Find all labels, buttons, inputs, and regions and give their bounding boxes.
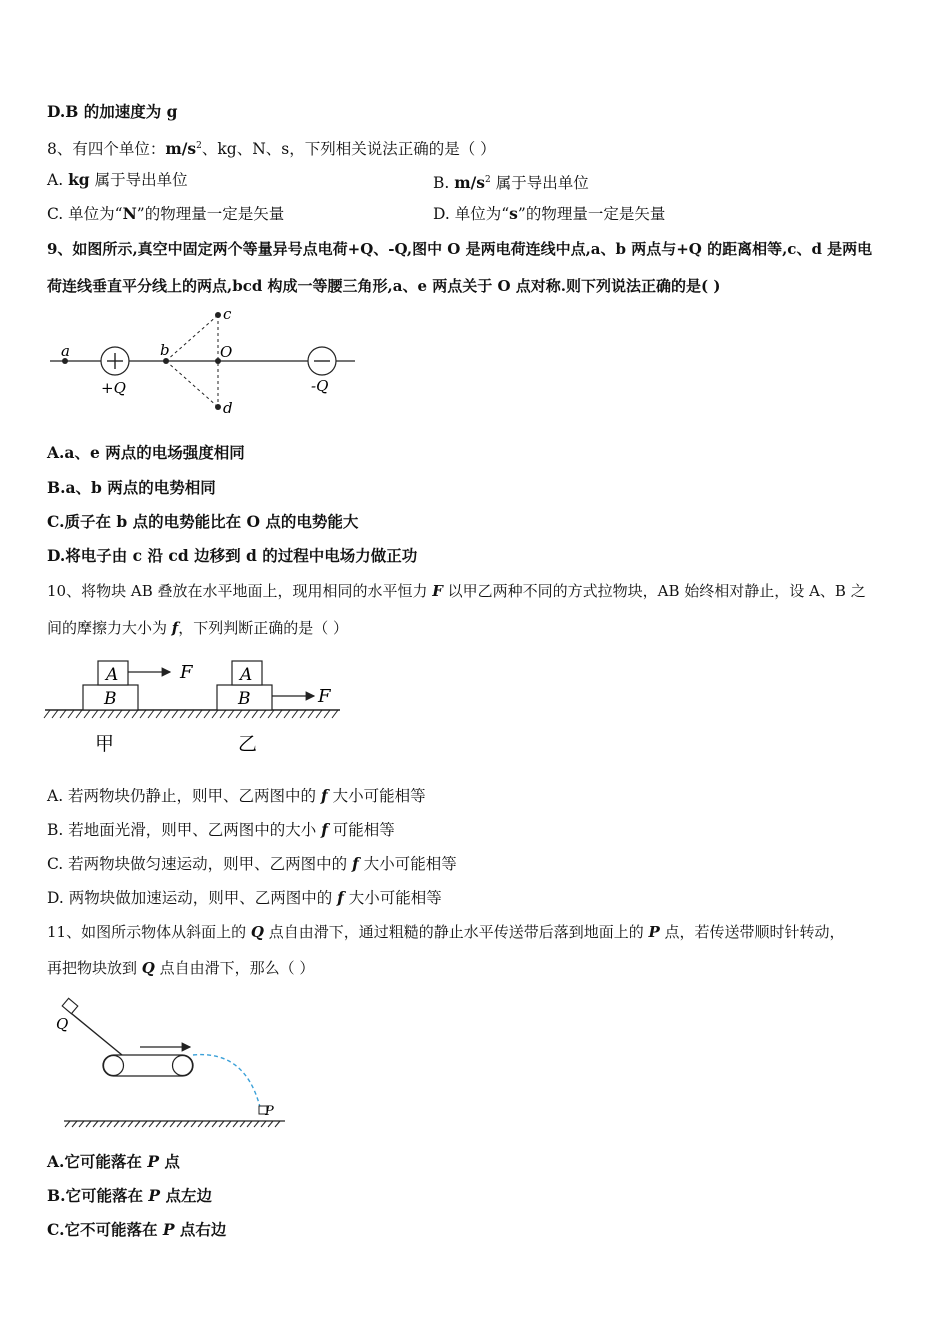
point-d <box>215 404 221 410</box>
q8-option-a: A. kg 属于导出单位 <box>47 170 188 189</box>
label-q: Q <box>56 1015 69 1033</box>
label-b: b <box>160 341 170 359</box>
q10-option-d: D. 两物块做加速运动，则甲、乙两图中的 f 大小可能相等 <box>47 888 442 907</box>
q10-stem-line1: 10、将物块 AB 叠放在水平地面上，现用相同的水平恒力 F 以甲乙两种不同的方式拉物块，AB 始终相对静止，设 A、B 之 <box>47 582 866 600</box>
q9-stem-line1: 9、如图所示,真空中固定两个等量异号点电荷+Q、-Q,图中 O 是两电荷连线中点,a、b 两点与+Q 的距离相等,c、d 是两电 <box>47 240 873 258</box>
q9-option-d: D.将电子由 c 沿 cd 边移到 d 的过程中电场力做正功 <box>47 546 418 565</box>
jia-label-a: A <box>106 665 119 685</box>
yi-label: 乙 <box>238 733 258 755</box>
q8-option-d: D. 单位为“s”的物理量一定是矢量 <box>433 204 666 223</box>
jia-label: 甲 <box>95 733 115 755</box>
q11-option-b: B.它可能落在 P 点左边 <box>47 1186 212 1205</box>
q9-charge-diagram <box>45 305 365 420</box>
q10-option-c: C. 若两物块做匀速运动，则甲、乙两图中的 f 大小可能相等 <box>47 854 457 873</box>
ground-hatching <box>65 1121 280 1127</box>
q10-option-a: A. 若两物块仍静止，则甲、乙两图中的 f 大小可能相等 <box>47 786 426 805</box>
q8-option-c: C. 单位为“N”的物理量一定是矢量 <box>47 204 285 223</box>
label-a: a <box>61 342 70 360</box>
label-o: O <box>220 343 233 361</box>
label-d: d <box>223 399 233 417</box>
yi-label-f: F <box>318 686 331 707</box>
jia-label-b: B <box>104 689 117 709</box>
q8-stem: 8、有四个单位：$m/s^2$、kg、N、s，下列相关说法正确的是（ ） <box>47 139 496 159</box>
q11-option-c: C.它不可能落在 P 点右边 <box>47 1220 227 1239</box>
block-at-q <box>62 998 78 1013</box>
q10-stem-line2: 间的摩擦力大小为 f，下列判断正确的是（ ） <box>47 619 349 637</box>
segment-bc <box>166 315 218 361</box>
q11-stem-line2: 再把物块放到 Q 点自由滑下，那么（ ） <box>47 959 315 977</box>
q9-option-a: A.a、e 两点的电场强度相同 <box>47 443 245 462</box>
q11-conveyor-diagram <box>50 995 295 1135</box>
q11-stem-line1: 11、如图所示物体从斜面上的 Q 点自由滑下，通过粗糙的静止水平传送带后落到地面上的 P 点，若传送带顺时针转动， <box>47 923 845 941</box>
q11-option-a: A.它可能落在 P 点 <box>47 1152 180 1171</box>
incline <box>66 1009 122 1055</box>
point-c <box>215 312 221 318</box>
label-c: c <box>223 305 232 323</box>
jia-label-f: F <box>180 662 193 683</box>
conveyor-belt <box>103 1055 193 1076</box>
q9-option-b: B.a、b 两点的电势相同 <box>47 478 216 497</box>
q10-blocks-diagram <box>40 652 350 762</box>
q8-option-b: B. $m/s^2$ 属于导出单位 <box>433 173 589 193</box>
segment-bd <box>166 361 218 407</box>
ground-hatching <box>44 710 338 718</box>
label-p: P <box>265 1104 274 1119</box>
trajectory-curve <box>193 1055 260 1107</box>
label-plus-q: +Q <box>101 379 126 397</box>
q9-option-c: C.质子在 b 点的电势能比在 O 点的电势能大 <box>47 512 359 531</box>
q7-option-d: D.B 的加速度为 g <box>47 102 178 121</box>
yi-label-a: A <box>240 665 253 685</box>
label-minus-q: -Q <box>311 377 329 395</box>
yi-label-b: B <box>238 689 251 709</box>
q10-option-b: B. 若地面光滑，则甲、乙两图中的大小 f 可能相等 <box>47 820 395 839</box>
q9-stem-line2: 荷连线垂直平分线上的两点,bcd 构成一等腰三角形,a、e 两点关于 O 点对称.则下列说法正确的是( ) <box>47 277 721 295</box>
